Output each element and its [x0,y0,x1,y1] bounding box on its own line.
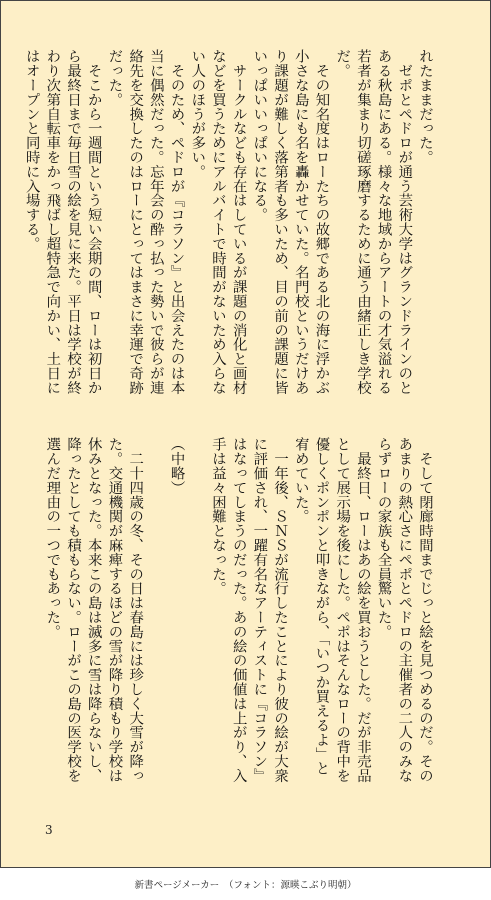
text-line: 休みとなった。本来この島は滅多に雪は降らないし、 [85,437,102,783]
text-line: だった。 [106,49,123,107]
text-line: ら最終日まで毎日雪の絵を見に来た。平日は学校が終 [65,49,82,395]
text-line: れたままだった。 [417,49,433,165]
text-line: らずローの家族も全員驚いた。 [375,437,392,639]
app-caption: 新書ページメーカー （フォント：源暎こぶり明朝） [134,880,357,891]
text-line [187,437,208,832]
text-line: そこから一週間という短い会期の間、ローは初日か [85,49,102,395]
text-line: いっぱいいっぱいになる。 [251,49,268,222]
text-line: 手は益々困難となった。 [209,437,226,596]
text-line: 二十四歳の冬、その日は春島には珍しく大雪が降っ [127,437,144,783]
text-line: い人のほうが多い。 [189,49,206,179]
text-line: り課題が難しく落第者も多いため、目の前の課題に皆 [272,49,289,395]
text-line: として展示場を後にした。ペポはそんなローの背中を [334,437,351,783]
text-line: そのため、ペドロが『コラソン』と出会えたのは本 [168,49,185,395]
text-line: サークルなども存在はしているが課題の消化と画材 [230,49,247,395]
text-line: あまりの熱心さにペポとペドロの主催者の二人のみな [396,437,413,783]
text-line: などを買うためにアルバイトで時間がないため入らな [209,49,226,395]
text-line: ある秋島にある。様々な地域からアートの才気溢れる [375,49,392,395]
text-block-bottom [40,437,435,832]
text-line: た。交通機関が麻痺するほどの雪が降り積もり学校は [106,437,123,783]
text-line: 宥めていた。 [292,437,309,524]
text-line: 絡先を交換したのはローにとってはまさに幸運で奇跡 [127,49,144,395]
text-block-top [23,49,435,444]
text-line: に評価され、一躍有名なアーティストに『コラソン』 [251,437,268,783]
text-line: 小さな島にも名を轟かせていた。名門校というだけあ [292,49,309,395]
text-line: わり次第自転車をかっ飛ばし超特急で向かい、土日に [44,49,61,395]
text-line: そして閉廊時間までじっと絵を見つめるのだ。その [417,437,433,783]
text-line: はオープンと同時に入場する。 [23,49,40,251]
text-line: その知名度はローたちの故郷である北の海に浮かぶ [313,49,330,395]
text-line: ゼポとペドロが通う芸術大学はグランドラインのと [396,49,413,395]
text-line: 当に偶然だった。忘年会の酔っ払った勢いで彼らが連 [147,49,164,395]
text-line: はなってしまうのだった。あの絵の価値は上がり、入 [230,437,247,783]
text-line: 最終日、ローはあの絵を買おうとした。だが非売品 [354,437,371,783]
text-line: （中略） [168,437,185,495]
text-line [145,437,166,832]
text-line: 選んだ理由の一つでもあった。 [44,437,61,639]
text-line: だ。 [334,49,351,78]
text-line: 若者が集まり切磋琢磨するために通う由緒正しき学校 [354,49,371,395]
page-number: 3 [45,823,53,837]
text-line: 一年後、ＳＮＳが流行したことにより彼の絵が大衆 [272,437,289,783]
text-line: 優しくポンポンと叩きながら、「いつか買えるよ」と [313,437,330,776]
text-line: 降ったとしても積もらない。ローがこの島の医学校を [65,437,82,783]
